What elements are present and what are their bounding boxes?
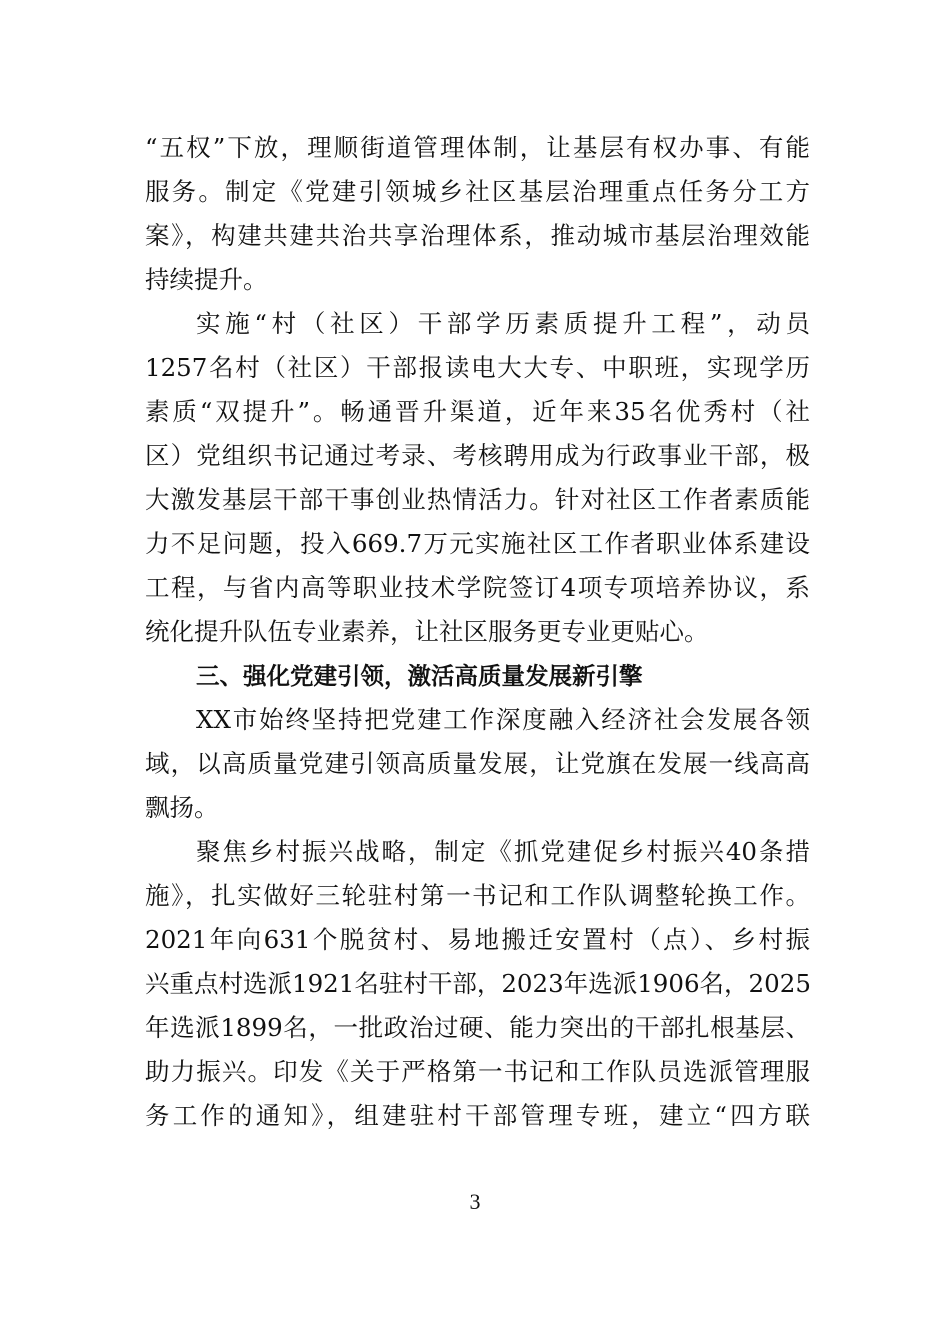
paragraph-first-line: 聚焦乡村振兴战略，制定《抓党建促乡村振兴40条措 xyxy=(196,837,810,866)
text-line: 统化提升队伍专业素养，让社区服务更专业更贴心。 xyxy=(145,617,709,646)
text-line: 务工作的通知》，组建驻村干部管理专班，建立“四方联 xyxy=(145,1101,810,1130)
text-line: 大激发基层干部干事创业热情活力。针对社区工作者素质能 xyxy=(145,485,810,514)
text-line: 飘扬。 xyxy=(145,793,219,822)
text-line: 2021年向631个脱贫村、易地搬迁安置村（点）、乡村振 xyxy=(145,925,810,954)
text-line: 年选派1899名，一批政治过硬、能力突出的干部扎根基层、 xyxy=(145,1013,810,1042)
text-line: 区）党组织书记通过考录、考核聘用成为行政事业干部，极 xyxy=(145,441,810,470)
section-heading: 三、强化党建引领，激活高质量发展新引擎 xyxy=(196,662,643,690)
text-line: 域，以高质量党建引领高质量发展，让党旗在发展一线高高 xyxy=(145,749,810,778)
text-line: 素质“双提升”。畅通晋升渠道，近年来35名优秀村（社 xyxy=(145,397,810,426)
text-line: 案》，构建共建共治共享治理体系，推动城市基层治理效能 xyxy=(145,221,810,250)
text-line: 施》，扎实做好三轮驻村第一书记和工作队调整轮换工作。 xyxy=(145,881,810,910)
text-line: 1257名村（社区）干部报读电大大专、中职班，实现学历 xyxy=(145,353,810,382)
page-number: 3 xyxy=(469,1189,481,1214)
text-line: 工程，与省内高等职业技术学院签订4项专项培养协议，系 xyxy=(145,573,810,602)
text-line: 服务。制定《党建引领城乡社区基层治理重点任务分工方 xyxy=(145,177,810,206)
text-line: 助力振兴。印发《关于严格第一书记和工作队员选派管理服 xyxy=(145,1057,810,1086)
text-line: 兴重点村选派1921名驻村干部，2023年选派1906名，2025 xyxy=(145,969,811,998)
text-line: 持续提升。 xyxy=(145,265,268,294)
paragraph-first-line: XX市始终坚持把党建工作深度融入经济社会发展各领 xyxy=(196,705,810,734)
paragraph-first-line: 实施“村（社区）干部学历素质提升工程”，动员 xyxy=(196,309,810,338)
text-line: “五权”下放，理顺街道管理体制，让基层有权办事、有能 xyxy=(145,133,810,162)
text-line: 力不足问题，投入669.7万元实施社区工作者职业体系建设 xyxy=(145,529,810,558)
